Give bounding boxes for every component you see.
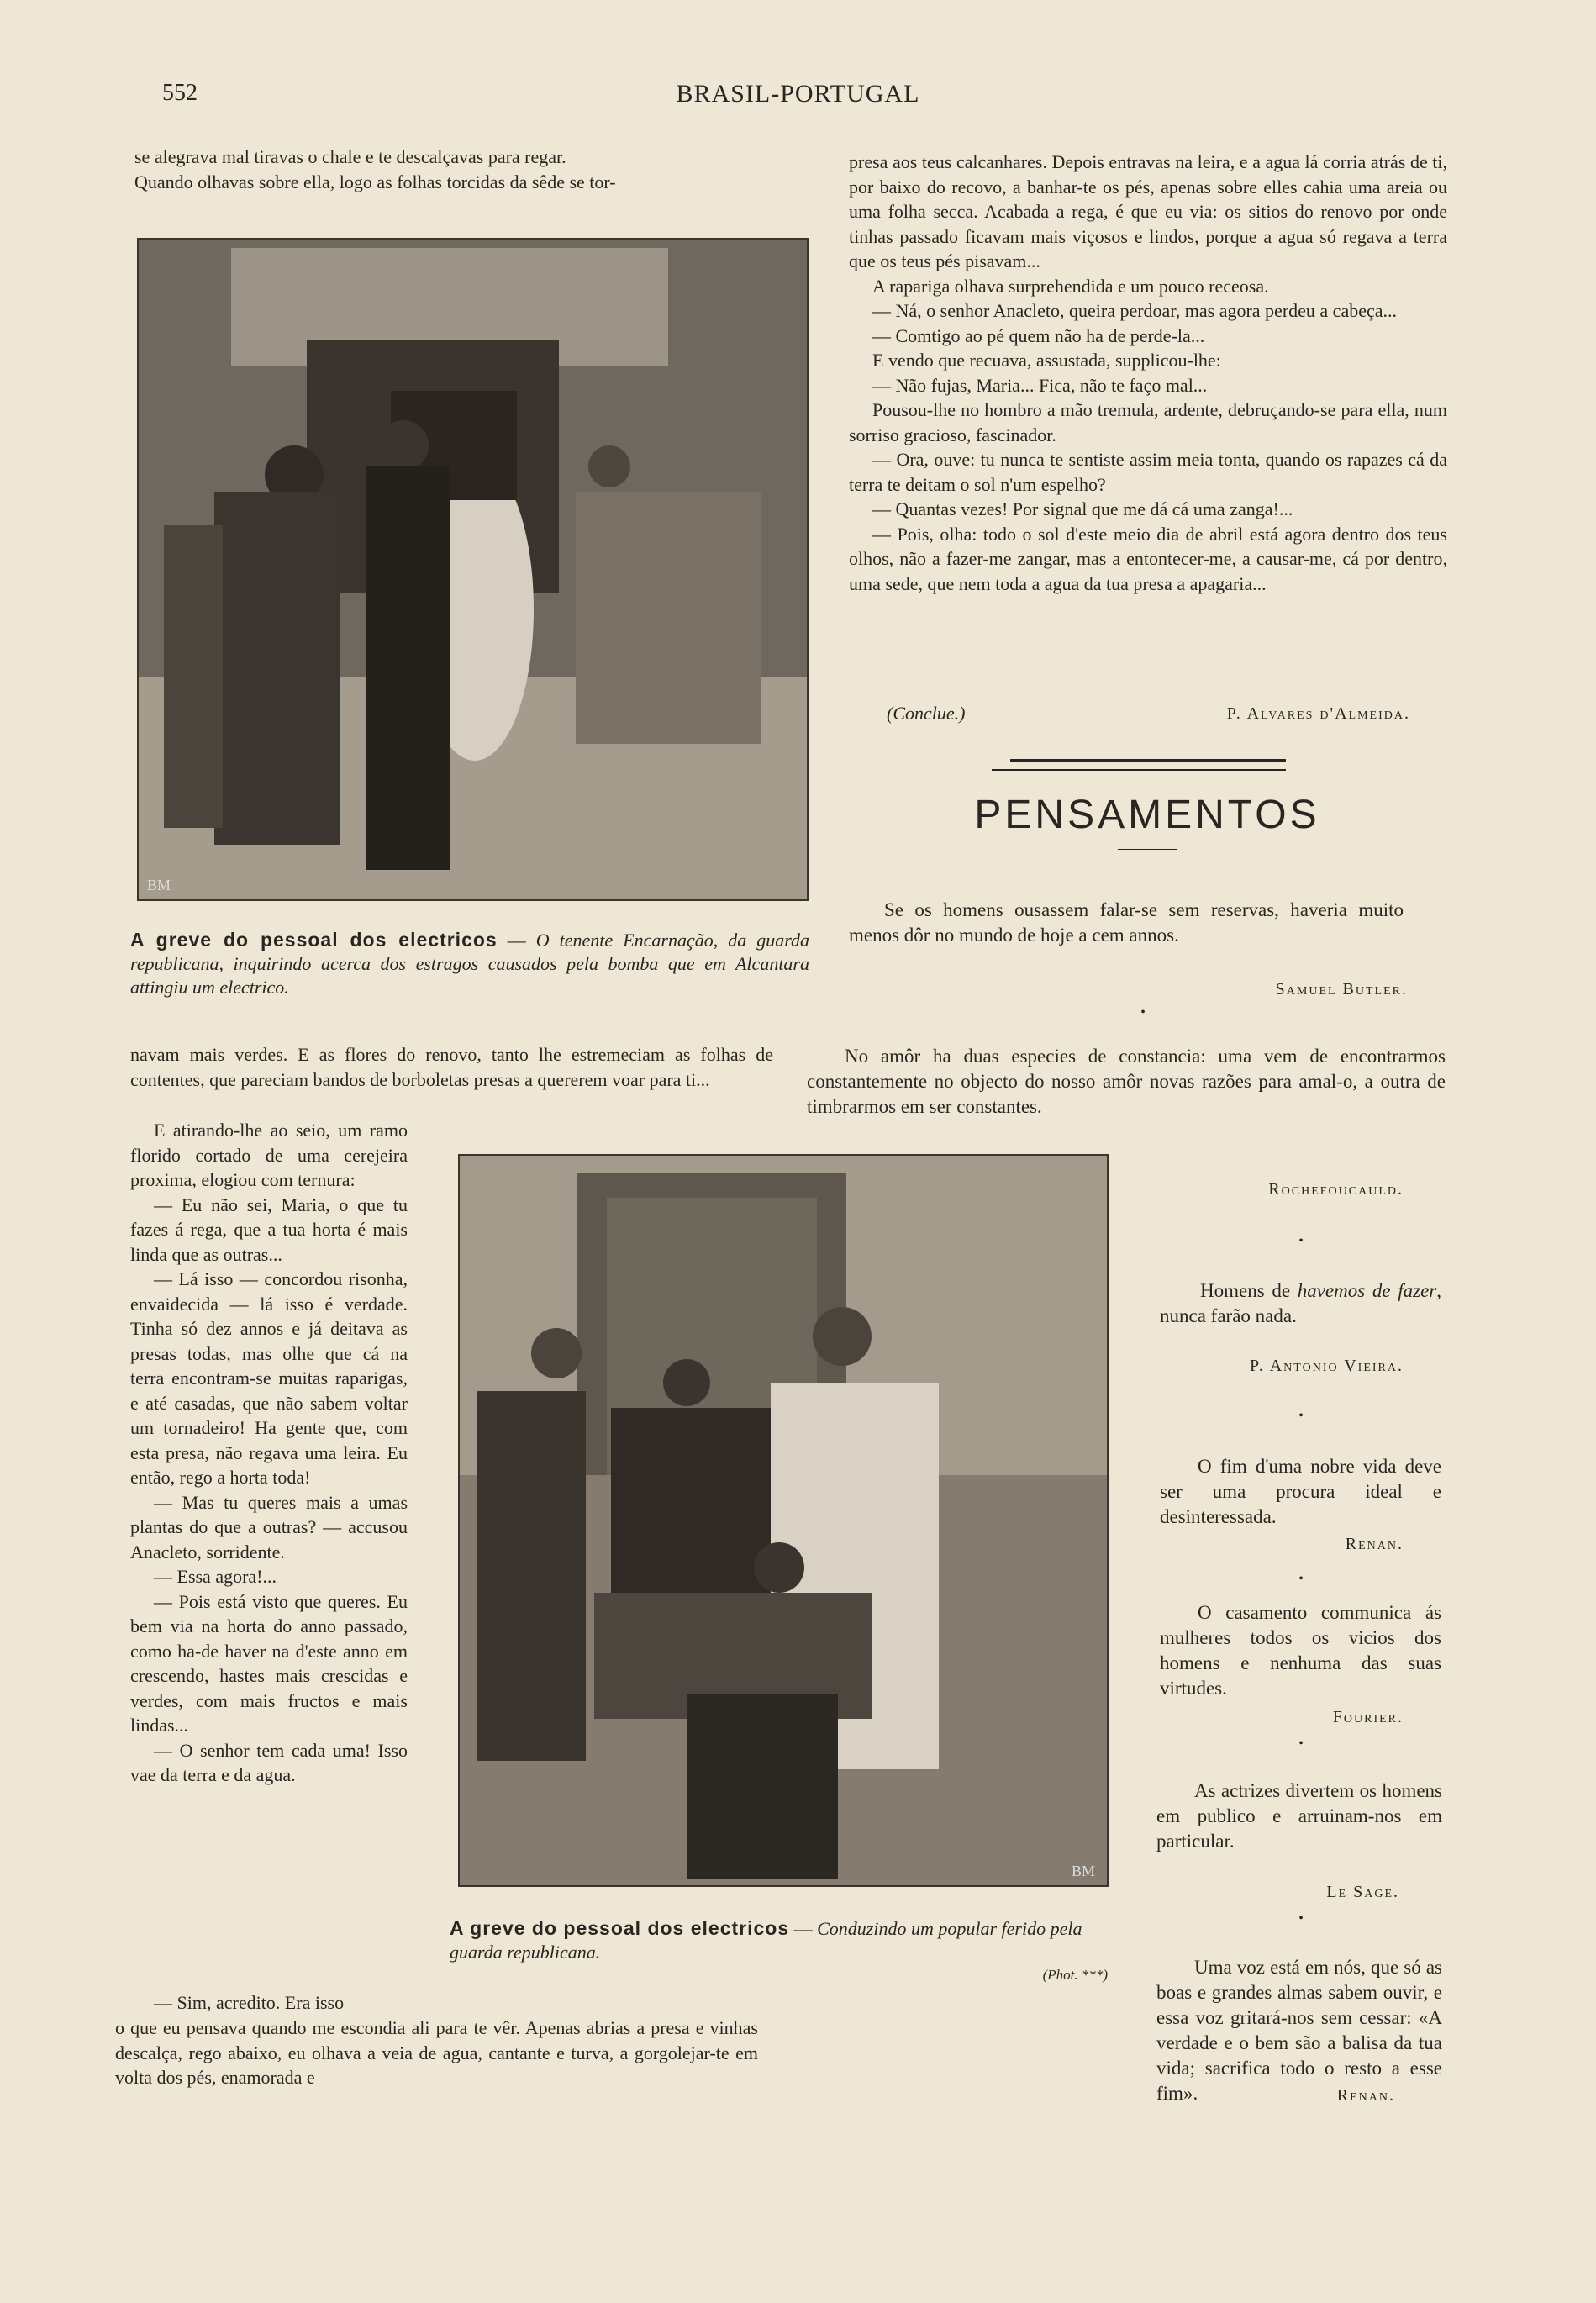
quote-3-text: Homens de bbox=[1200, 1280, 1298, 1301]
quote-2-author: Rochefoucauld. bbox=[1268, 1180, 1404, 1199]
left-narrow-text bbox=[130, 1118, 408, 1788]
separator-dot: • bbox=[1140, 1005, 1146, 1020]
quote-7-author: Renan. bbox=[1336, 2086, 1395, 2105]
text-paragraph: — O senhor tem cada uma! Isso vae da terra e da agua. bbox=[130, 1739, 408, 1785]
text-line: Quando olhavas sobre ella, logo as folhas torcidas da sêde se tor- bbox=[134, 171, 616, 192]
photo-1-illustration bbox=[139, 240, 807, 899]
caption-text: O tenente Encarnação, da guarda republicana, inquirindo acerca dos estragos causados pela bomba que em Alcantara attingiu um electrico. bbox=[130, 930, 810, 998]
caption-dash: — bbox=[497, 930, 536, 951]
text-paragraph: A rapariga olhava surprehendida e um pouco receosa. bbox=[872, 275, 1269, 297]
quote-3-text-end: , nunca farão nada. bbox=[1160, 1280, 1441, 1326]
text-paragraph: — Ná, o senhor Anacleto, queira perdoar, mas agora perdeu a cabeça... bbox=[872, 300, 1398, 321]
text-paragraph: E atirando-lhe ao seio, um ramo florido cortado de uma cerejeira proxima, elogiou com ternura: bbox=[130, 1120, 408, 1190]
text-paragraph: — Lá isso — concordou risonha, envaidecida — lá isso é verdade. Tinha só dez annos e já deitava as presas todas, mas olhe que cá na terra encontram-se muitas raparigas, e até casadas, que não sabem voltar um tornadeiro! Ha gente que, com esta presa, não regava uma leira. Eu então, rego a horta toda! bbox=[130, 1268, 408, 1488]
text-paragraph: Pousou-lhe no hombro a mão tremula, ardente, debruçando-se para ella, num sorriso gracioso, fascinador. bbox=[849, 399, 1447, 445]
quote-5-author: Fourier. bbox=[1332, 1708, 1404, 1726]
quote-3-author: P. Antonio Vieira. bbox=[1249, 1357, 1404, 1375]
caption-title: A greve do pessoal dos electricos bbox=[450, 1917, 790, 1939]
section-title: PENSAMENTOS bbox=[974, 793, 1320, 837]
photo-strike-wounded bbox=[458, 1154, 1109, 1887]
text-paragraph: — Eu não sei, Maria, o que tu fazes á rega, que a tua horta é mais linda que as outras... bbox=[130, 1194, 408, 1265]
photo-credit: (Phot. ***) bbox=[1042, 1967, 1108, 1983]
quote-2: No amôr ha duas especies de constancia: uma vem de encontrarmos constantemente no objecto do nosso amôr novas razões para amal-o, a outra de timbrarmos em ser constantes. bbox=[807, 1046, 1446, 1117]
title-underline bbox=[1118, 849, 1177, 850]
text-paragraph: presa aos teus calcanhares. Depois entravas na leira, e a agua lá corria atrás de ti, por baixo do recovo, a banhar-te os pés, apenas sobre elles cahia uma areia ou uma folha secca. Acabada a rega, é que eu via: os sitios do renovo por onde tinhas passado ficavam mais viçosos e lindos, porque a agua só regava a terra que os teus pés pisavam... bbox=[849, 151, 1447, 271]
separator-dot: • bbox=[1298, 1409, 1304, 1423]
page-number: 552 bbox=[162, 80, 198, 106]
left-narrow-last-line: — Sim, acredito. Era isso bbox=[154, 1992, 345, 2013]
quote-5: O casamento communica ás mulheres todos os vicios dos homens e nenhuma das suas virtudes. bbox=[1160, 1602, 1441, 1699]
right-top-text bbox=[849, 150, 1447, 596]
text-paragraph: — Pois, olha: todo o sol d'este meio dia de abril está agora dentro dos teus olhos, não a fazer-me zangar, mas a entontecer-me, a causar-me, cá por dentro, uma sede, que nem toda a agua da tua presa a apagaria... bbox=[849, 523, 1447, 594]
photo-strike-officer-horse bbox=[137, 238, 809, 901]
photo-signature: BM bbox=[1071, 1863, 1095, 1879]
left-top-text bbox=[134, 145, 777, 194]
quote-1: Se os homens ousassem falar-se sem reservas, haveria muito menos dôr no mundo de hoje a cem annos. bbox=[849, 899, 1404, 946]
page-header bbox=[0, 80, 1596, 113]
quote-3-italic: havemos de fazer bbox=[1297, 1280, 1437, 1301]
separator-dot: • bbox=[1298, 1572, 1304, 1586]
caption-text: Conduzindo um popular ferido pela guarda republicana. bbox=[450, 1918, 1082, 1963]
quote-7-start bbox=[1156, 1955, 1442, 2106]
caption-dash: — bbox=[789, 1918, 818, 1939]
section-rule-bottom bbox=[992, 769, 1286, 771]
text-paragraph: — Quantas vezes! Por signal que me dá cá uma zanga!... bbox=[872, 498, 1293, 519]
separator-dot: • bbox=[1298, 1234, 1304, 1248]
separator-dot: • bbox=[1298, 1736, 1304, 1751]
photo-signature: BM bbox=[147, 877, 171, 893]
photo-1-caption bbox=[130, 928, 809, 999]
text-line: se alegrava mal tiravas o chale e te descalçavas para regar. bbox=[134, 146, 566, 167]
photo-2-caption bbox=[450, 1916, 1114, 1964]
text-paragraph: navam mais verdes. E as flores do renovo, tanto lhe estremeciam as folhas de contentes, que pareciam bandos de borboletas presas a quererem voar para ti... bbox=[130, 1044, 773, 1090]
text-paragraph: o que eu pensava quando me escondia ali para te vêr. Apenas abrias a presa e vinhas descalça, rego abaixo, eu olhava a veia de agua, cantante e turva, a gorgolejar-te em volta dos pés, enamorada e bbox=[115, 2017, 758, 2088]
caption-title: A greve do pessoal dos electricos bbox=[130, 929, 498, 951]
text-paragraph: — Mas tu queres mais a umas plantas do que a outras? — accusou Anacleto, sorridente. bbox=[130, 1491, 408, 1563]
quote-7-text: Uma voz está em nós, que só as boas e grandes almas sabem ouvir, e essa voz gritará-nos sem cessar: «A verdade e o bem são a balisa da tua vida; sacrifica todo o resto a esse fim». bbox=[1156, 1957, 1442, 2104]
separator-dot: • bbox=[1298, 1911, 1304, 1926]
text-paragraph: — Comtigo ao pé quem não ha de perde-la... bbox=[872, 324, 1205, 346]
section-rule-top bbox=[1010, 759, 1286, 762]
quote-4: O fim d'uma nobre vida deve ser uma procura ideal e desinteressada. bbox=[1160, 1456, 1441, 1527]
running-title: BRASIL-PORTUGAL bbox=[676, 80, 920, 108]
text-paragraph: — Ora, ouve: tu nunca te sentiste assim meia tonta, quando os rapazes cá da terra te deitam o sol n'um espelho? bbox=[849, 449, 1447, 495]
left-bottom-text bbox=[115, 2016, 758, 2090]
story-author: P. Alvares d'Almeida. bbox=[1226, 704, 1410, 723]
conclue-note: (Conclue.) bbox=[887, 703, 966, 724]
left-mid-text bbox=[130, 1042, 773, 1092]
quote-6: As actrizes divertem os homens em publico e arruinam-nos em particular. bbox=[1156, 1780, 1442, 1852]
text-paragraph: — Essa agora!... bbox=[154, 1566, 277, 1587]
text-paragraph: E vendo que recuava, assustada, supplicou-lhe: bbox=[872, 350, 1221, 371]
text-paragraph: — Não fujas, Maria... Fica, não te faço mal... bbox=[872, 374, 1208, 396]
text-paragraph: — Pois está visto que queres. Eu bem via na horta do anno passado, como ha-de haver na d'este anno em crescendo, hastes mais crescidas e verdes, com mais fructos e mais lindas... bbox=[130, 1590, 408, 1736]
quote-6-author: Le Sage. bbox=[1326, 1883, 1399, 1901]
quote-1-author: Samuel Butler. bbox=[1275, 980, 1408, 999]
photo-2-illustration bbox=[460, 1156, 1107, 1885]
quote-3 bbox=[1160, 1278, 1441, 1329]
quote-4-author: Renan. bbox=[1345, 1535, 1404, 1553]
